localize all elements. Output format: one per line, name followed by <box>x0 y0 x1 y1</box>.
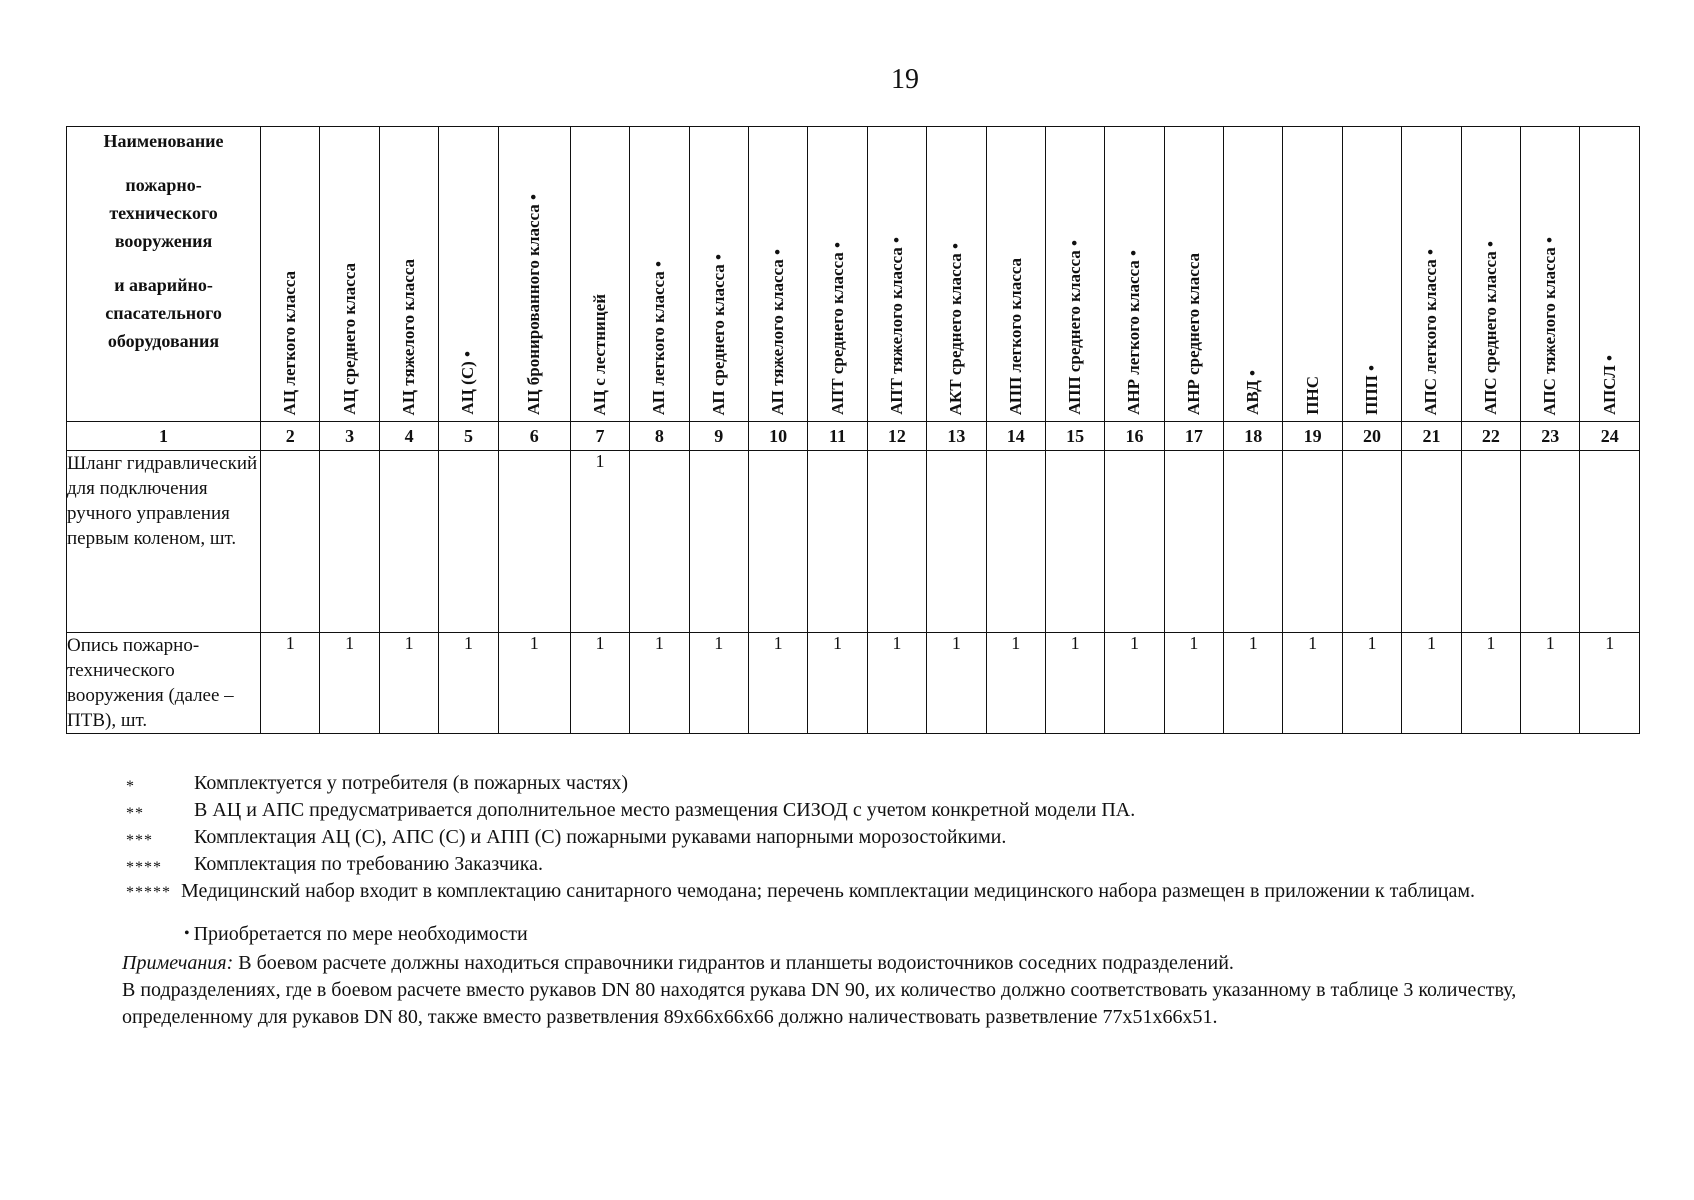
remarks <box>122 950 1612 977</box>
vehicle-column-header <box>320 127 379 422</box>
bullet-icon: • <box>184 925 190 942</box>
vehicle-column-header <box>379 127 438 422</box>
footnote-text: Комплектация по требованию Заказчика. <box>194 853 543 875</box>
quantity-cell: 1 <box>1342 633 1401 734</box>
column-number: 3 <box>320 422 379 451</box>
vehicle-column-label: АПТ среднего класса • <box>827 242 847 415</box>
quantity-cell <box>1521 451 1580 633</box>
vehicle-column-label: АПТ тяжелого класса • <box>886 237 906 415</box>
quantity-cell: 1 <box>1461 633 1520 734</box>
quantity-cell: 1 <box>379 633 438 734</box>
quantity-cell: 1 <box>1402 633 1461 734</box>
quantity-cell <box>748 451 807 633</box>
vehicle-column-label: АЦ тяжелого класса <box>399 258 419 415</box>
quantity-cell: 1 <box>1580 633 1640 734</box>
remarks-continuation: В подразделениях, где в боевом расчете вместо рукавов DN 80 находятся рукава DN 90, их количество должно соответствовать указанному в таблице 3 количеству, определенному для рукавов DN 80, также вместо разветвления 89х66х66х66 должно наличествовать разветвление 77х51х66х51. <box>122 979 1517 1028</box>
vehicle-column-label: АНР среднего класса <box>1183 252 1203 415</box>
quantity-cell <box>1224 451 1283 633</box>
quantity-cell: 1 <box>1521 633 1580 734</box>
quantity-cell: 1 <box>439 633 498 734</box>
quantity-cell <box>808 451 867 633</box>
quantity-cell <box>1105 451 1164 633</box>
vehicle-column-label: АЦ с лестницей <box>589 293 609 415</box>
vehicle-column-label: АПС среднего класса • <box>1480 241 1500 415</box>
quantity-cell <box>379 451 438 633</box>
equipment-table <box>66 126 1640 734</box>
quantity-cell <box>867 451 926 633</box>
vehicle-column-header <box>498 127 570 422</box>
quantity-cell: 1 <box>630 633 689 734</box>
quantity-cell <box>1461 451 1520 633</box>
quantity-cell <box>439 451 498 633</box>
quantity-cell: 1 <box>689 633 748 734</box>
column-number: 23 <box>1521 422 1580 451</box>
vehicle-column-header <box>1164 127 1223 422</box>
vehicle-column-header <box>261 127 320 422</box>
footnote <box>122 878 1612 906</box>
column-number: 18 <box>1224 422 1283 451</box>
footnote-mark: ***** <box>126 884 171 901</box>
quantity-cell: 1 <box>570 451 629 633</box>
vehicle-column-label: АПС тяжелого класса • <box>1540 236 1560 415</box>
column-number: 22 <box>1461 422 1520 451</box>
vehicle-column-header <box>1283 127 1342 422</box>
column-number-row <box>67 422 1640 451</box>
column-number: 20 <box>1342 422 1401 451</box>
notes-section <box>122 770 1612 1031</box>
vehicle-column-label: АП легкого класса • <box>649 260 669 415</box>
vehicle-column-header <box>808 127 867 422</box>
page-number: 19 <box>891 64 919 95</box>
footnote-mark: * <box>126 778 135 795</box>
vehicle-column-label: АП среднего класса • <box>708 253 728 415</box>
footnote-text: Комплектация АЦ (С), АПС (С) и АПП (С) пожарными рукавами напорными морозостойкими. <box>194 826 1007 848</box>
vehicle-column-label: АЦ легкого класса <box>280 270 300 415</box>
quantity-cell <box>986 451 1045 633</box>
vehicle-column-header <box>1461 127 1520 422</box>
vehicle-column-header <box>439 127 498 422</box>
quantity-cell: 1 <box>1164 633 1223 734</box>
quantity-cell: 1 <box>1105 633 1164 734</box>
quantity-cell: 1 <box>1045 633 1104 734</box>
quantity-cell <box>1045 451 1104 633</box>
column-number: 15 <box>1045 422 1104 451</box>
column-number: 5 <box>439 422 498 451</box>
quantity-cell: 1 <box>1283 633 1342 734</box>
column-number: 7 <box>570 422 629 451</box>
item-name-cell: Опись пожарно-технического вооружения (далее – ПТВ), шт. <box>67 633 261 734</box>
column-number: 9 <box>689 422 748 451</box>
column-number: 1 <box>67 422 261 451</box>
remarks-text: В боевом расчете должны находиться справочники гидрантов и планшеты водоисточников соседних подразделений. <box>238 952 1234 974</box>
vehicle-column-label: АПП легкого класса <box>1005 257 1025 415</box>
column-number: 11 <box>808 422 867 451</box>
column-number: 10 <box>748 422 807 451</box>
column-number: 12 <box>867 422 926 451</box>
vehicle-column-header <box>748 127 807 422</box>
footnote <box>122 797 1612 824</box>
quantity-cell <box>320 451 379 633</box>
footnote-text: Медицинский набор входит в комплектацию санитарного чемодана; перечень комплектации медицинского набора размещен в приложении к таблицам. <box>181 880 1476 902</box>
vehicle-column-label: АНР легкого класса • <box>1124 250 1144 415</box>
footnote <box>122 824 1612 851</box>
header-row <box>67 127 1640 422</box>
vehicle-column-header <box>1105 127 1164 422</box>
column-number: 24 <box>1580 422 1640 451</box>
table-row <box>67 451 1640 633</box>
column-number: 13 <box>927 422 986 451</box>
column-number: 17 <box>1164 422 1223 451</box>
vehicle-column-header <box>570 127 629 422</box>
name-column-header <box>67 127 261 422</box>
header-line: оборудования <box>107 331 220 351</box>
header-line: Наименование <box>103 131 224 151</box>
quantity-cell <box>630 451 689 633</box>
acquired-note <box>122 920 1612 948</box>
quantity-cell: 1 <box>320 633 379 734</box>
vehicle-column-header <box>927 127 986 422</box>
footnote-mark: ** <box>126 805 144 822</box>
column-number: 6 <box>498 422 570 451</box>
column-number: 16 <box>1105 422 1164 451</box>
quantity-cell: 1 <box>570 633 629 734</box>
footnote-mark: *** <box>126 832 153 849</box>
footnote-text: Комплектуется у потребителя (в пожарных частях) <box>194 772 629 794</box>
vehicle-column-label: АПС легкого класса • <box>1421 248 1441 415</box>
vehicle-column-header <box>1402 127 1461 422</box>
quantity-cell: 1 <box>867 633 926 734</box>
vehicle-column-header <box>986 127 1045 422</box>
table-row <box>67 633 1640 734</box>
vehicle-column-header <box>867 127 926 422</box>
quantity-cell <box>261 451 320 633</box>
header-line: вооружения <box>114 231 213 251</box>
vehicle-column-label: АП тяжелого класса • <box>768 248 788 415</box>
vehicle-column-header <box>630 127 689 422</box>
header-line: технического <box>109 203 218 223</box>
vehicle-column-label: ПНС <box>1302 376 1322 415</box>
remarks-label: Примечания: <box>122 952 234 974</box>
vehicle-column-header <box>1580 127 1640 422</box>
header-line: и аварийно- <box>114 275 213 295</box>
footnote <box>122 851 1612 878</box>
quantity-cell <box>689 451 748 633</box>
quantity-cell <box>1342 451 1401 633</box>
column-number: 2 <box>261 422 320 451</box>
quantity-cell: 1 <box>808 633 867 734</box>
header-line: пожарно- <box>125 175 202 195</box>
column-number: 14 <box>986 422 1045 451</box>
vehicle-column-header <box>689 127 748 422</box>
quantity-cell <box>1283 451 1342 633</box>
vehicle-column-header <box>1224 127 1283 422</box>
quantity-cell: 1 <box>261 633 320 734</box>
footnote-text: В АЦ и АПС предусматривается дополнительное место размещения СИЗОД с учетом конкретной модели ПА. <box>194 799 1136 821</box>
vehicle-column-label: АПСЛ • <box>1599 355 1619 415</box>
footnote-mark: **** <box>126 859 162 876</box>
acquired-note-text: Приобретается по мере необходимости <box>193 923 528 945</box>
vehicle-column-label: АЦ среднего класса <box>339 263 359 415</box>
vehicle-column-label: АПП среднего класса • <box>1065 240 1085 415</box>
footnote <box>122 770 1612 797</box>
vehicle-column-label: АКТ среднего класса • <box>946 242 966 415</box>
quantity-cell: 1 <box>986 633 1045 734</box>
vehicle-column-label: АВД • <box>1243 370 1263 415</box>
vehicle-column-header <box>1342 127 1401 422</box>
quantity-cell: 1 <box>927 633 986 734</box>
quantity-cell <box>1580 451 1640 633</box>
item-name-cell: Шланг гидравлический для подключения ручного управления первым коленом, шт. <box>67 451 261 633</box>
vehicle-column-label: АЦ бронированного класса • <box>524 194 544 415</box>
column-number: 19 <box>1283 422 1342 451</box>
column-number: 4 <box>379 422 438 451</box>
quantity-cell: 1 <box>748 633 807 734</box>
vehicle-column-label: ППП • <box>1362 365 1382 415</box>
column-number: 8 <box>630 422 689 451</box>
vehicle-column-label: АЦ (С) • <box>458 351 478 415</box>
vehicle-column-header <box>1521 127 1580 422</box>
column-number: 21 <box>1402 422 1461 451</box>
quantity-cell: 1 <box>498 633 570 734</box>
vehicle-column-header <box>1045 127 1104 422</box>
quantity-cell <box>498 451 570 633</box>
quantity-cell <box>927 451 986 633</box>
quantity-cell <box>1164 451 1223 633</box>
quantity-cell: 1 <box>1224 633 1283 734</box>
quantity-cell <box>1402 451 1461 633</box>
header-line: спасательного <box>105 303 222 323</box>
